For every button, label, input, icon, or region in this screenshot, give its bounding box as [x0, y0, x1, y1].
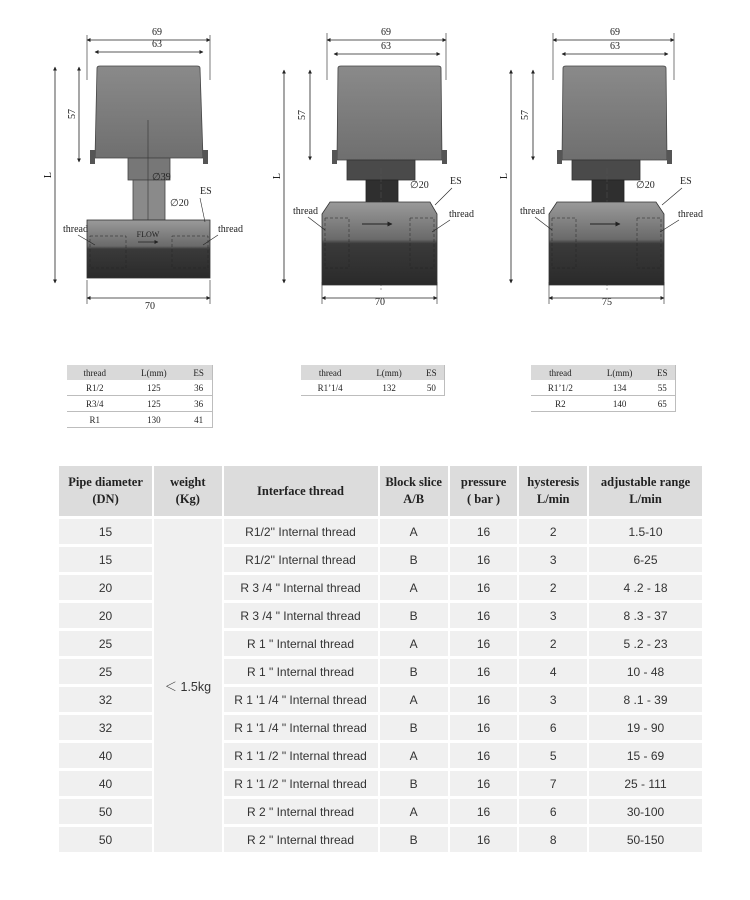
header-block-slice: Block slice A/B: [380, 466, 448, 516]
pipe-body: [322, 202, 437, 285]
label-es: ES: [200, 186, 212, 197]
table-row: [301, 380, 445, 396]
cell-adjustable-range: 8 .3 - 37: [589, 603, 702, 628]
dimension-table-3: [531, 365, 676, 412]
cell-adjustable-range: 30-100: [589, 799, 702, 824]
dim-height: 57: [67, 109, 78, 119]
pipe-body: [549, 202, 664, 285]
cell-pipe-diameter: 32: [59, 687, 152, 712]
cell-block-slice: B: [380, 715, 448, 740]
cell-pressure: 16: [450, 547, 518, 572]
cell-adjustable-range: 1.5-10: [589, 519, 702, 544]
cell-interface-thread: R 3 /4 " Internal thread: [224, 575, 378, 600]
cell-pipe-diameter: 25: [59, 631, 152, 656]
cell-adjustable-range: 4 .2 - 18: [589, 575, 702, 600]
cell: 65: [650, 396, 676, 412]
cell-pressure: 16: [450, 659, 518, 684]
cell-interface-thread: R1/2'' Internal thread: [224, 547, 378, 572]
header-row: [59, 466, 702, 516]
cell-adjustable-range: 8 .1 - 39: [589, 687, 702, 712]
header-length: L(mm): [122, 365, 185, 380]
cell: R3/4: [67, 396, 122, 412]
cell-interface-thread: R 2 " Internal thread: [224, 799, 378, 824]
cell: 125: [122, 396, 185, 412]
cell-hysteresis: 2: [519, 575, 587, 600]
cell: R1: [67, 412, 122, 428]
drawing-3: [499, 27, 703, 308]
cell-adjustable-range: 19 - 90: [589, 715, 702, 740]
dim-total-length: L: [43, 171, 54, 179]
dim-base-width: 70: [375, 297, 385, 308]
cell-pipe-diameter: 40: [59, 743, 152, 768]
cell-pressure: 16: [450, 519, 518, 544]
cell-pressure: 16: [450, 687, 518, 712]
cell-interface-thread: R 1 " Internal thread: [224, 659, 378, 684]
switch-housing: [562, 66, 667, 160]
header-length: L(mm): [590, 365, 650, 380]
cell-pressure: 16: [450, 575, 518, 600]
cell-pressure: 16: [450, 771, 518, 796]
cell-adjustable-range: 50-150: [589, 827, 702, 852]
cell-hysteresis: 2: [519, 631, 587, 656]
cell-hysteresis: 6: [519, 799, 587, 824]
cell-adjustable-range: 25 - 111: [589, 771, 702, 796]
cell-block-slice: B: [380, 771, 448, 796]
flow-label: FLOW: [136, 230, 160, 239]
label-thread-left: thread: [520, 206, 545, 217]
dimension-table-2: [301, 365, 445, 396]
cell-adjustable-range: 15 - 69: [589, 743, 702, 768]
cell-interface-thread: R 3 /4 " Internal thread: [224, 603, 378, 628]
dim-pipe: ∅20: [170, 198, 189, 209]
header-es: ES: [419, 365, 445, 380]
cell-interface-thread: R 2 " Internal thread: [224, 827, 378, 852]
cell: 55: [650, 380, 676, 396]
dim-inner-width: 63: [381, 41, 391, 52]
cell-pipe-diameter: 15: [59, 547, 152, 572]
cell: 134: [590, 380, 650, 396]
header-length: L(mm): [359, 365, 418, 380]
cell: 41: [185, 412, 212, 428]
pipe-body: [87, 220, 210, 278]
header-pressure: pressure ( bar ): [450, 466, 518, 516]
dim-height: 57: [520, 110, 531, 120]
dimension-table-1: [67, 365, 213, 428]
dim-top-width: 69: [381, 27, 391, 38]
table-row: [531, 380, 676, 396]
dim-top-width: 69: [610, 27, 620, 38]
cell: 125: [122, 380, 185, 396]
header-es: ES: [650, 365, 676, 380]
cell-pipe-diameter: 50: [59, 827, 152, 852]
cell: R1’1/4: [301, 380, 359, 396]
label-es: ES: [680, 176, 692, 187]
cell-pipe-diameter: 20: [59, 603, 152, 628]
cell-hysteresis: 3: [519, 687, 587, 712]
cell: R1/2: [67, 380, 122, 396]
label-thread-left: thread: [293, 206, 318, 217]
specification-table: [57, 463, 704, 855]
cell-hysteresis: 4: [519, 659, 587, 684]
header-thread: thread: [67, 365, 122, 380]
cell-weight: ＜ 1.5kg: [154, 519, 221, 852]
cell: 130: [122, 412, 185, 428]
dim-base-width: 75: [602, 297, 612, 308]
switch-housing: [95, 66, 203, 158]
cell-hysteresis: 7: [519, 771, 587, 796]
cell: R2: [531, 396, 590, 412]
header-hysteresis: hysteresis L/min: [519, 466, 587, 516]
header-weight: weight (Kg): [154, 466, 221, 516]
cell-pipe-diameter: 40: [59, 771, 152, 796]
header-adjustable-range: adjustable range L/min: [589, 466, 702, 516]
cell: 36: [185, 396, 212, 412]
drawing-1: [43, 27, 243, 312]
cell-block-slice: A: [380, 687, 448, 712]
cell-block-slice: A: [380, 575, 448, 600]
cell-adjustable-range: 6-25: [589, 547, 702, 572]
cell-block-slice: A: [380, 519, 448, 544]
cell-interface-thread: R 1 '1 /4 " Internal thread: [224, 687, 378, 712]
dim-height: 57: [297, 110, 308, 120]
cell-pipe-diameter: 50: [59, 799, 152, 824]
switch-housing: [337, 66, 442, 160]
cell-block-slice: B: [380, 827, 448, 852]
cell-pipe-diameter: 20: [59, 575, 152, 600]
table-row: [59, 519, 702, 544]
cell-adjustable-range: 5 .2 - 23: [589, 631, 702, 656]
table-row: [67, 380, 213, 396]
cell-pipe-diameter: 15: [59, 519, 152, 544]
cell: 36: [185, 380, 212, 396]
header-thread: thread: [531, 365, 590, 380]
label-thread-right: thread: [449, 209, 474, 220]
cell-block-slice: A: [380, 631, 448, 656]
header-thread: thread: [301, 365, 359, 380]
technical-drawings: [0, 0, 750, 330]
cell-adjustable-range: 10 - 48: [589, 659, 702, 684]
cell-block-slice: A: [380, 743, 448, 768]
cell: 50: [419, 380, 445, 396]
label-thread-right: thread: [678, 209, 703, 220]
dim-stem: ∅39: [152, 172, 171, 183]
dim-base-width: 70: [145, 301, 155, 312]
cell-interface-thread: R 1 " Internal thread: [224, 631, 378, 656]
dim-total-length: L: [499, 172, 510, 180]
cell-pressure: 16: [450, 631, 518, 656]
cell-block-slice: B: [380, 547, 448, 572]
cell-pressure: 16: [450, 827, 518, 852]
table-row: [67, 396, 213, 412]
dim-pipe: ∅20: [410, 180, 429, 191]
cell-block-slice: A: [380, 799, 448, 824]
cell-pressure: 16: [450, 603, 518, 628]
cell-hysteresis: 3: [519, 603, 587, 628]
table-row: [67, 412, 213, 428]
dim-pipe: ∅20: [636, 180, 655, 191]
header-pipe-diameter: Pipe diameter (DN): [59, 466, 152, 516]
drawing-2: [272, 27, 474, 308]
cell-pressure: 16: [450, 799, 518, 824]
cell-pipe-diameter: 25: [59, 659, 152, 684]
cell-hysteresis: 5: [519, 743, 587, 768]
cell-pipe-diameter: 32: [59, 715, 152, 740]
dim-inner-width: 63: [152, 39, 162, 50]
cell-pressure: 16: [450, 715, 518, 740]
cell-interface-thread: R 1 '1 /4 " Internal thread: [224, 715, 378, 740]
label-thread-left: thread: [63, 224, 88, 235]
table-row: [531, 396, 676, 412]
cell-hysteresis: 2: [519, 519, 587, 544]
cell: 132: [359, 380, 418, 396]
header-es: ES: [185, 365, 212, 380]
cell: 140: [590, 396, 650, 412]
cell-interface-thread: R 1 '1 /2 " Internal thread: [224, 771, 378, 796]
cell-hysteresis: 6: [519, 715, 587, 740]
cell-hysteresis: 8: [519, 827, 587, 852]
label-es: ES: [450, 176, 462, 187]
cell-interface-thread: R 1 '1 /2 " Internal thread: [224, 743, 378, 768]
cell-hysteresis: 3: [519, 547, 587, 572]
cell-pressure: 16: [450, 743, 518, 768]
cell-block-slice: B: [380, 659, 448, 684]
dim-top-width: 69: [152, 27, 162, 38]
label-thread-right: thread: [218, 224, 243, 235]
cell-block-slice: B: [380, 603, 448, 628]
header-interface-thread: Interface thread: [224, 466, 378, 516]
cell-interface-thread: R1/2'' Internal thread: [224, 519, 378, 544]
dim-total-length: L: [272, 172, 283, 180]
dim-inner-width: 63: [610, 41, 620, 52]
cell: R1’1/2: [531, 380, 590, 396]
